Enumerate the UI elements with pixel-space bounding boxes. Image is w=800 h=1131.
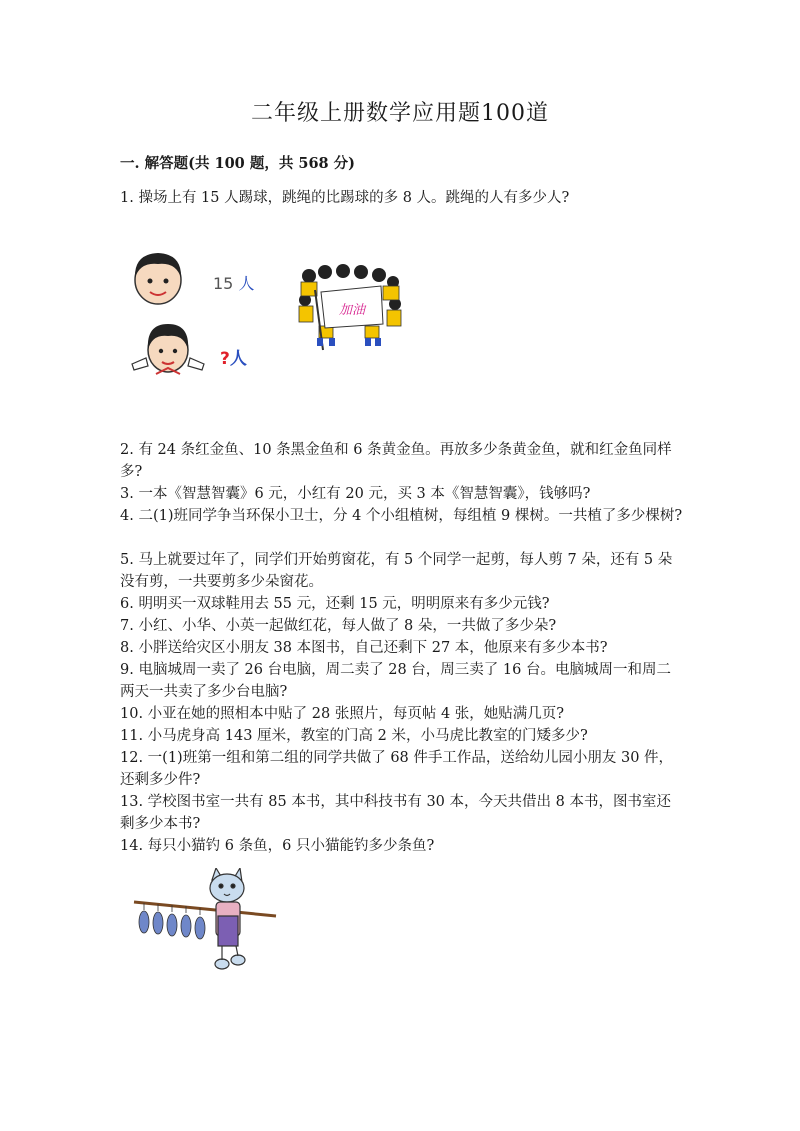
- question-4: 4. 二(1)班同学争当环保小卫士，分 4 个小组植树，每组植 9 棵树。一共植了多少棵树?: [120, 508, 683, 524]
- question-9: 9. 电脑城周一卖了 26 台电脑，周二卖了 28 台，周三卖了 16 台。电脑城周一和周二两天一共卖了多少台电脑?: [120, 662, 671, 700]
- question-3: 3. 一本《智慧智囊》6 元，小红有 20 元，买 3 本《智慧智囊》，钱够吗?: [120, 486, 591, 502]
- page-title: 二年级上册数学应用题100道: [251, 101, 549, 126]
- question-1: 1. 操场上有 15 人踢球，跳绳的比踢球的多 8 人。跳绳的人有多少人?: [120, 190, 570, 206]
- cat-with-fish-icon: [130, 868, 280, 978]
- question-2: 2. 有 24 条红金鱼、10 条黑金鱼和 6 条黄金鱼。再放多少条黄金鱼，就和红金鱼同样多?: [120, 442, 672, 480]
- question-5: 5. 马上就要过年了，同学们开始剪窗花，有 5 个同学一起剪，每人剪 7 朵，还有 5 朵没有剪，一共要剪多少朵窗花。: [120, 552, 673, 590]
- unknown-label: ?人: [220, 349, 247, 369]
- question-13: 13. 学校图书室一共有 85 本书，其中科技书有 30 本，今天共借出 8 本书，图书室还剩多少本书?: [120, 794, 671, 832]
- question-10: 10. 小亚在她的照相本中贴了 28 张照片，每页帖 4 张，她贴满几页?: [120, 706, 565, 722]
- question-7: 7. 小红、小华、小英一起做红花，每人做了 8 朵，一共做了多少朵?: [120, 618, 557, 634]
- banner-text: 加油: [338, 303, 366, 318]
- boy-face-icon: [128, 248, 188, 308]
- question-6: 6. 明明买一双球鞋用去 55 元，还剩 15 元，明明原来有多少元钱?: [120, 596, 550, 612]
- count-label: 15 人: [213, 274, 255, 293]
- question-11: 11. 小马虎身高 143 厘米，教室的门高 2 米，小马虎比教室的门矮多少?: [120, 728, 588, 744]
- question-14: 14. 每只小猫钓 6 条鱼，6 只小猫能钓多少条鱼?: [120, 838, 435, 854]
- question-8: 8. 小胖送给灾区小朋友 38 本图书，自己还剩下 27 本，他原来有多少本书?: [120, 640, 608, 656]
- question-12: 12. 一(1)班第一组和第二组的同学共做了 68 件手工作品，送给幼儿园小朋友 30 件，还剩多少件?: [120, 750, 674, 788]
- girl-pointing-icon: [128, 318, 208, 378]
- cheering-team-icon: [295, 262, 405, 352]
- section-heading: 一. 解答题(共 100 题，共 568 分): [120, 155, 356, 172]
